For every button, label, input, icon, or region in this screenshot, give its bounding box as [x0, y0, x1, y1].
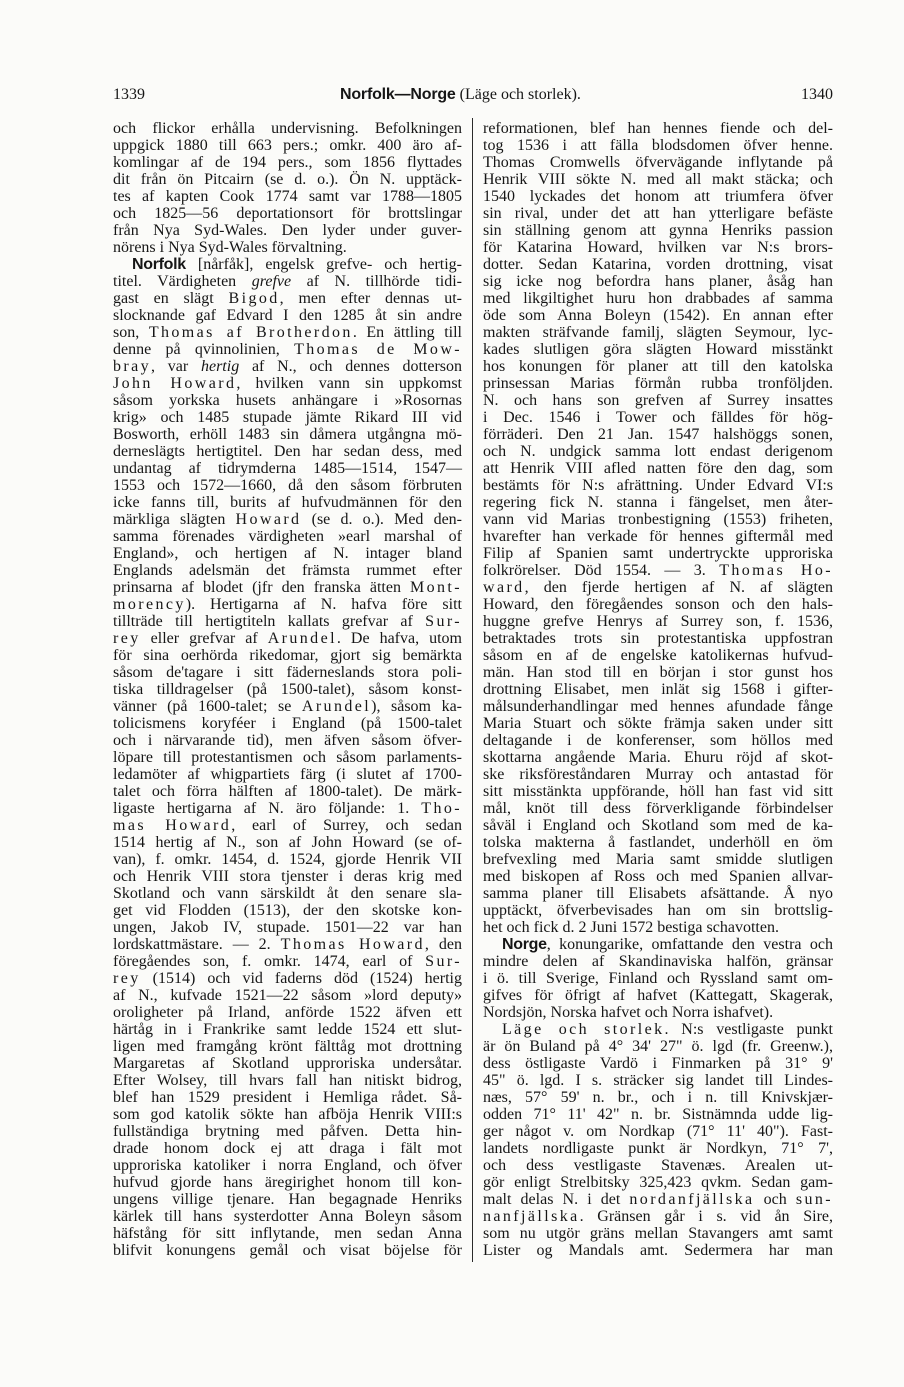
text-line: löpare till protestantismen och såsom parlaments-: [113, 749, 462, 766]
spaced-name: Thomas Ho-: [719, 562, 833, 579]
text-line: krig» och 1485 stupade jämte Rikard III vid: [113, 409, 462, 426]
text-line: [483, 562, 833, 579]
text-line: samma förenades värdigheten »earl marshal of: [113, 528, 462, 545]
spaced-name: Thomas Howard: [280, 936, 425, 953]
text-line: 45" ö. lgd. I s. sträcker sig landet till Lindes-: [483, 1072, 833, 1089]
italic-term: hertig: [200, 358, 240, 375]
text-segment: son,: [113, 324, 149, 341]
text-segment: föregåendes son, f. omkr. 1474, earl of: [113, 953, 426, 970]
text-line: huggne grefve Henrys af Surrey son, f. 1536,: [483, 613, 833, 630]
text-line: såsom de'tagare i sitt fäderneslands stora poli-: [113, 664, 462, 681]
text-segment: denne på qvinnolinien,: [113, 341, 295, 358]
text-line: [113, 953, 462, 970]
text-line: [113, 324, 462, 341]
text-line: i ö. till Sverige, Finland och Ryssland samt om-: [483, 970, 833, 987]
text-line: målsunderhandlingar med hennes afundade fånge: [483, 698, 833, 715]
text-line: [113, 256, 462, 273]
text-segment: märkliga slägten: [113, 511, 236, 528]
spaced-name: morency: [113, 596, 186, 613]
text-line: Bosworth, erhöll 1483 sin dåmera utgångna mö-: [113, 426, 462, 443]
text-segment: , var: [151, 358, 201, 375]
text-line: deltagande i de konferenser, som höllos med: [483, 732, 833, 749]
text-line: Howard, den föregåendes sonson och den hals-: [483, 596, 833, 613]
text-line: undantag af tidrymderna 1485—1514, 1547—: [113, 460, 462, 477]
text-line: ungens villige tjenare. Han begagnade Henriks: [113, 1191, 462, 1208]
text-line: sin ställning genom att gynna Henriks passion: [483, 222, 833, 239]
text-line: sin rival, under det att han ytterligare befäste: [483, 205, 833, 222]
text-line: tiska tilldragelser (på 1500-talet), såsom konst-: [113, 681, 462, 698]
text-segment: eller grefvar af: [140, 630, 268, 647]
entry-paragraph: [483, 936, 833, 1021]
text-segment: (se d. o.). Med den-: [301, 511, 463, 528]
text-line: Margaretas af Skotland upproriska undersåtar.: [113, 1055, 462, 1072]
spaced-name: mas Howard: [113, 817, 232, 834]
text-line: drottning Elisabet, men inlät sig 1568 i gifter-: [483, 681, 833, 698]
italic-term: grefve: [251, 273, 292, 290]
text-line: [113, 341, 462, 358]
text-line: Henrik VIII sökte N. med all makt stäcka; och: [483, 171, 833, 188]
text-line: tog 1536 i att fälla blodsdomen öfver henne.: [483, 137, 833, 154]
text-line: [113, 596, 462, 613]
text-line: blef han 1529 president i Hemliga rådet. Så-: [113, 1089, 462, 1106]
text-line: Englands adelsmän det främsta rummet efter: [113, 562, 462, 579]
column-divider: [472, 118, 473, 1262]
text-line: [483, 1191, 833, 1208]
text-segment: , men efter dennas ut-: [279, 290, 462, 307]
text-segment: . Gränsen går i s. vid ån Sire,: [579, 1208, 833, 1225]
text-segment: prinsarna af blodet (jfr den franska ätten: [113, 579, 410, 596]
text-segment: [nårfåk], engelsk grefve- och hertig-: [185, 256, 462, 273]
spaced-name: Bigod: [228, 290, 280, 307]
text-line: ligen med framgång krönt fälttåg mot drottning: [113, 1038, 462, 1055]
text-line: derneslägts hertigtitel. Den har sedan dess, med: [113, 443, 462, 460]
text-line: [113, 970, 462, 987]
entry-paragraph: [483, 1021, 833, 1259]
text-line: [483, 936, 833, 953]
text-segment: folkrörelser. Död 1554. — 3.: [483, 562, 720, 579]
text-segment: vänner (på 1600-talet; se: [113, 698, 302, 715]
text-line: [113, 358, 462, 375]
text-line: ger något v. om Nordkap (71° 11' 40"). Fast-: [483, 1123, 833, 1140]
text-line: oroligheter på Irland, anförde 1522 äfven ett: [113, 1004, 462, 1021]
text-line: slocknande gaf Edvard I den 1285 åt sin andre: [113, 307, 462, 324]
text-line: tolicismens koryféer i England (på 1500-talet: [113, 715, 462, 732]
text-line: reformationen, blef han hennes fiende och del-: [483, 120, 833, 137]
text-line: landets nordligaste punkt är Nordkyn, 71° 7',: [483, 1140, 833, 1157]
continued-paragraph: [483, 120, 833, 936]
spaced-name: Arundel: [267, 630, 337, 647]
text-line: sig icke nog befordra hans planer, åsåg han: [483, 273, 833, 290]
text-line: blifvit konungens gemål och visat böjelse för: [113, 1242, 462, 1259]
text-line: betraktades trots sin protestantiska uppfostran: [483, 630, 833, 647]
text-segment: gast en slägt: [113, 290, 229, 307]
text-line: såsom yorkska husets anhängare i »Rosornas: [113, 392, 462, 409]
text-line: [113, 800, 462, 817]
text-segment: . N:s vestligaste punkt: [664, 1021, 833, 1038]
text-line: tolska makterna å fastlandet, underhöll en öm: [483, 834, 833, 851]
text-line: [113, 613, 462, 630]
text-segment: . En ättling till: [352, 324, 462, 341]
text-segment: titel. Värdigheten: [113, 273, 252, 290]
text-line: het och fick d. 2 Juni 1572 bestiga schavotten.: [483, 919, 779, 936]
spaced-name: Thomas af Brotherdon: [148, 324, 353, 341]
text-segment: och: [754, 1191, 796, 1208]
text-line: ledamöter af whigpartiets färg (i slutet af 1700-: [113, 766, 462, 783]
spaced-name: sun-: [795, 1191, 834, 1208]
text-segment: , earl of Surrey, och sedan: [231, 817, 463, 834]
text-line: Nordsjön, Norska hafvet och Norra ishafvet).: [483, 1004, 774, 1021]
text-line: van), f. omkr. 1454, d. 1524, gjorde Henrik VII: [113, 851, 462, 868]
text-line: och flickor erhålla undervisning. Befolkningen: [113, 120, 462, 137]
text-line: från Nya Syd-Wales. Den lyder under guver-: [113, 222, 462, 239]
spaced-name: Mont-: [410, 579, 462, 596]
text-line: med likgiltighet huru hon drabbades af samma: [483, 290, 833, 307]
spaced-name: nordanfjällska: [629, 1191, 755, 1208]
page-number-right: 1340: [801, 86, 833, 103]
left-column: [113, 120, 462, 1259]
text-line: öde som Anna Boleyn (1542). En annan efter: [483, 307, 833, 324]
text-line: 1553 och 1572—1660, då den såsom förbruten: [113, 477, 462, 494]
spaced-name: ward: [483, 579, 525, 596]
text-line: [483, 579, 833, 596]
text-line: med biskopen af Ross och med Spanien allvar-: [483, 868, 833, 885]
text-line: brefvexling med Maria samt smidde slutligen: [483, 851, 833, 868]
text-line: England», och hertigen af N. intager bland: [113, 545, 462, 562]
headword: Norge: [502, 936, 547, 953]
text-segment: af N. tillhörde tidi-: [291, 273, 463, 290]
spaced-name: Howard: [235, 511, 302, 528]
text-line: regering fick N. stanna i fängelset, men åter-: [483, 494, 833, 511]
text-line: [113, 511, 462, 528]
text-line: [483, 1021, 833, 1038]
text-line: bestämts för N:s afrättning. Under Edvard VI:s: [483, 477, 833, 494]
text-line: mindre delen af Skandinaviska halfön, gränsar: [483, 953, 833, 970]
text-segment: , hvilken vann sin uppkomst: [236, 375, 462, 392]
running-title-section: (Läge och storlek).: [455, 86, 581, 103]
text-line: dess östligaste Vardö i Finmarken på 31° 9': [483, 1055, 833, 1072]
text-line: och 1825—56 deportationsort för brottslingar: [113, 205, 462, 222]
running-title: [340, 86, 581, 104]
spaced-name: bray: [113, 358, 152, 375]
text-line: Filip af Spanien samt undertryckte upproriska: [483, 545, 833, 562]
text-line: och i närvarande tid), men äfven såsom öfver-: [113, 732, 462, 749]
text-line: mål, knöt till dess förverkligande förbindelser: [483, 800, 833, 817]
text-line: [113, 579, 462, 596]
text-line: ungen, Jakob IV, stupade. 1501—22 var han: [113, 919, 462, 936]
text-line: [483, 1208, 833, 1225]
text-line: förräderi. Den 21 Jan. 1547 halshöggs sonen,: [483, 426, 833, 443]
text-line: [113, 375, 462, 392]
text-line: [113, 273, 462, 290]
text-segment: ligaste hertigarna af N. äro följande: 1.: [113, 800, 422, 817]
text-segment: (1514) och vid faderns död (1524) hertig: [140, 970, 462, 987]
text-line: makten sträfvande familj, slägten Seymour, lyc-: [483, 324, 833, 341]
text-line: såsom en af de engelske katolikernas hufvud-: [483, 647, 833, 664]
spaced-name: Sur-: [425, 953, 462, 970]
spaced-name: Läge och storlek: [502, 1021, 665, 1038]
text-line: kades slutligen göra slägten Howard misstänkt: [483, 341, 833, 358]
spaced-name: Thomas de Mow-: [294, 341, 463, 358]
text-line: och dess vestligaste Stavenæs. Arealen ut-: [483, 1157, 833, 1174]
text-segment: ). Hertigarna af N. hafva före sitt: [185, 596, 462, 613]
text-line: hufvud gjorde hans äregirighet honom till kon-: [113, 1174, 462, 1191]
text-line: dotter. Sedan Katarina, vorden drottning, visat: [483, 256, 833, 273]
text-line: [113, 936, 462, 953]
text-line: upptäckt, öfverbevisades han om sin brottslig-: [483, 902, 833, 919]
text-line: 1540 lyckades det honom att triumfera öfver: [483, 188, 833, 205]
text-line: att Henrik VIII afled natten före den dag, som: [483, 460, 833, 477]
text-line: talet och förra hälften af 1800-talet). De märk-: [113, 783, 462, 800]
text-line: odden 71° 11' 42" n. br. Sistnämnda udde lig-: [483, 1106, 833, 1123]
text-line: [113, 630, 462, 647]
text-line: næs, 57° 59' n. br., och i n. till Knivskjær-: [483, 1089, 833, 1106]
text-line: är ön Buland på 4° 34' 27" ö. lgd (fr. Greenw.),: [483, 1038, 833, 1055]
spaced-name: rey: [113, 630, 141, 647]
spaced-name: rey: [113, 970, 141, 987]
text-line: gör enligt Strelbitsky 325,423 qvkm. Sedan gam-: [483, 1174, 833, 1191]
text-line: sitt misstänkta uppförande, höll han fast vid sitt: [483, 783, 833, 800]
text-line: get vid Flodden (1513), der den skotske kon-: [113, 902, 462, 919]
text-line: och Henrik VIII stora tjenster i deras krig med: [113, 868, 462, 885]
text-line: och N. undgick samma lott endast derigenom: [483, 443, 833, 460]
text-line: [113, 698, 462, 715]
text-line: nörens i Nya Syd-Wales förvaltning.: [113, 239, 347, 256]
text-segment: ), såsom ka-: [371, 698, 462, 715]
text-segment: . De hafva, utom: [336, 630, 462, 647]
text-segment: af N., och dennes dotterson: [239, 358, 462, 375]
spaced-name: Tho-: [421, 800, 462, 817]
text-segment: , konungarike, omfattande den vestra och: [546, 936, 833, 953]
spaced-name: Sur-: [425, 613, 462, 630]
text-line: icke fanns till, burits af hufvudmännen för den: [113, 494, 462, 511]
text-line: upproriska katoliker i norra England, och öfver: [113, 1157, 462, 1174]
text-line: för sina oerhörda rikedomar, gjort sig bemärkta: [113, 647, 462, 664]
text-segment: , den fjerde hertigen af N. af slägten: [524, 579, 833, 596]
text-line: för Katarina Howard, hvilken var N:s brors-: [483, 239, 833, 256]
text-line: i Dec. 1546 i Tower och fälldes för hög-: [483, 409, 833, 426]
text-line: fullständiga brytning med påfven. Detta hin-: [113, 1123, 462, 1140]
right-column: [483, 120, 833, 1259]
text-line: Maria Stuart och sökte främja saken under sitt: [483, 715, 833, 732]
text-segment: , den: [424, 936, 462, 953]
text-line: Efter Wolsey, till hvars fall han nitiskt bidrog,: [113, 1072, 462, 1089]
text-segment: tillträde till hertigtiteln kallats grefvar af: [113, 613, 426, 630]
headword: Norfolk: [132, 256, 186, 273]
text-line: [113, 290, 462, 307]
text-line: som nu utgör gräns mellan Stavangers amt samt: [483, 1225, 833, 1242]
text-line: skottarna angående Maria. Ehuru röjd af skot-: [483, 749, 833, 766]
text-line: kärlek till hans systerdotter Anna Boleyn såsom: [113, 1208, 462, 1225]
text-line: hvarefter han verkade för hennes giftermål med: [483, 528, 833, 545]
text-line: N. och hans son grefven af Surrey insattes: [483, 392, 833, 409]
entry-paragraph: [113, 256, 462, 1259]
text-line: härtåg in i Frankrike samt ledde 1524 ett slut-: [113, 1021, 462, 1038]
page-number-left: 1339: [113, 86, 145, 103]
spaced-name: John Howard: [113, 375, 237, 392]
text-line: tes af kapten Cook 1774 samt var 1788—1805: [113, 188, 462, 205]
text-segment: malt delas N. i det: [483, 1191, 630, 1208]
continued-paragraph: [113, 120, 462, 256]
text-line: såväl i England och Skotland som med de ka-: [483, 817, 833, 834]
text-line: prinsessan Marias förmån rubba tronföljden.: [483, 375, 833, 392]
text-line: vann vid Marias tronbestigning (1553) friheten,: [483, 511, 833, 528]
spaced-name: Arundel: [301, 698, 372, 715]
text-line: Thomas Cromwells öfvervägande inflytande på: [483, 154, 833, 171]
text-line: gifves för öfrigt af hafvet (Kattegatt, Skagerak,: [483, 987, 833, 1004]
text-line: 1514 hertig af N., son af John Howard (se of-: [113, 834, 462, 851]
text-line: som god katolik sökte han afböja Henrik VIII:s: [113, 1106, 462, 1123]
spaced-name: nanfjällska: [483, 1208, 580, 1225]
text-line: män. Han stod till en början i stor gunst hos: [483, 664, 833, 681]
text-line: drade honom dock ej att draga i fält mot: [113, 1140, 462, 1157]
text-line: dit från ön Pitcairn (se d. o.). Ön N. upptäck-: [113, 171, 462, 188]
running-title-headwords: Norfolk—Norge: [340, 86, 456, 103]
text-line: ske riksföreståndaren Murray och antastad för: [483, 766, 833, 783]
text-line: uppgick 1880 till 663 pers.; omkr. 400 äro af-: [113, 137, 462, 154]
text-line: Skotland och vann särskildt åt den senare sla-: [113, 885, 462, 902]
text-line: hos konungen för planer att till den katolska: [483, 358, 833, 375]
text-line: af N., kufvade 1521—22 såsom »lord deputy»: [113, 987, 462, 1004]
text-segment: lordskattmästare. — 2.: [113, 936, 281, 953]
text-line: häfstång för sitt inflytande, men sedan Anna: [113, 1225, 462, 1242]
text-line: samma planer till Elisabets afsättande. Å nyo: [483, 885, 833, 902]
text-line: Lister og Mandals amt. Sedermera har man: [483, 1242, 833, 1259]
text-line: [113, 817, 462, 834]
text-line: komlingar af de 194 pers., som 1856 flyttades: [113, 154, 462, 171]
